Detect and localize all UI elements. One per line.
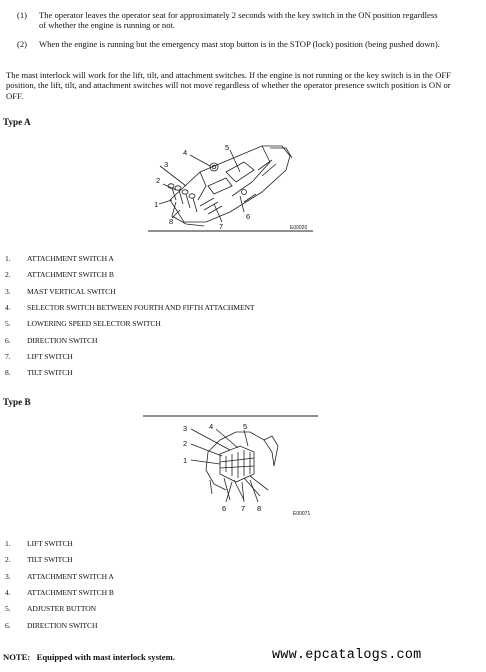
type-a-figure-code: E00020	[290, 225, 308, 231]
type-b-callout-4: 4	[209, 422, 214, 431]
type-a-item-number: 2.	[5, 270, 11, 279]
type-a-item-number: 1.	[5, 254, 11, 263]
type-b-item-number: 5.	[5, 604, 11, 613]
type-b-item-number: 6.	[5, 621, 11, 630]
type-a-callout-3: 3	[164, 160, 169, 169]
condition-2-number: (2)	[17, 39, 28, 49]
type-b-callout-1: 1	[183, 456, 188, 465]
type-b-callout-3: 3	[183, 424, 188, 433]
watermark: www.epcatalogs.com	[272, 648, 422, 663]
type-a-item-label: LIFT SWITCH	[27, 352, 73, 361]
type-a-item-number: 4.	[5, 303, 11, 312]
type-a-item-number: 5.	[5, 319, 11, 328]
type-a-item-label: MAST VERTICAL SWITCH	[27, 287, 116, 296]
type-b-item-label: ATTACHMENT SWITCH A	[27, 572, 114, 581]
condition-1-text: The operator leaves the operator seat for approximately 2 seconds with the key switch in the ON position regardless of whether the engine is running or not.	[39, 10, 438, 31]
type-b-heading: Type B	[3, 397, 31, 407]
type-a-item-label: TILT SWITCH	[27, 368, 73, 377]
type-a-item-number: 6.	[5, 336, 11, 345]
type-b-item-label: LIFT SWITCH	[27, 539, 73, 548]
type-a-callout-1: 1	[154, 200, 159, 209]
type-a-item-label: ATTACHMENT SWITCH A	[27, 254, 114, 263]
type-b-callout-6: 6	[222, 504, 227, 513]
condition-2-text: When the engine is running but the emergency mast stop button is in the STOP (lock) position (being pushed down).	[39, 39, 440, 49]
type-a-heading: Type A	[3, 117, 31, 127]
note-label: NOTE:	[3, 652, 31, 662]
note	[3, 652, 175, 662]
type-b-callout-7: 7	[241, 504, 246, 513]
type-b-item-label: TILT SWITCH	[27, 555, 73, 564]
type-b-item-number: 3.	[5, 572, 11, 581]
type-a-callout-5: 5	[225, 143, 230, 152]
type-a-item-label: DIRECTION SWITCH	[27, 336, 98, 345]
type-b-item-label: ADJUSTER BUTTON	[27, 604, 97, 613]
type-b-item-label: DIRECTION SWITCH	[27, 621, 98, 630]
type-a-item-number: 7.	[5, 352, 11, 361]
type-a-callout-2: 2	[156, 176, 161, 185]
condition-1-number: (1)	[17, 10, 28, 20]
type-a-item-number: 8.	[5, 368, 11, 377]
type-b-figure-code: E00071	[293, 511, 311, 517]
type-a-callout-6: 6	[246, 212, 251, 221]
type-b-item-number: 4.	[5, 588, 11, 597]
type-a-callout-7: 7	[219, 222, 224, 231]
type-b-callout-8: 8	[257, 504, 262, 513]
interlock-paragraph: The mast interlock will work for the lift, tilt, and attachment switches. If the engine is not running or the key switch is in the OFF position, the lift, tilt, and attachment switches will not move regardless of whether the operator presence switch position is ON or OFF.	[6, 70, 451, 101]
note-text: Equipped with mast interlock system.	[36, 652, 175, 662]
type-b-item-number: 1.	[5, 539, 11, 548]
type-b-item-label: ATTACHMENT SWITCH B	[27, 588, 114, 597]
type-b-callout-2: 2	[183, 439, 188, 448]
type-b-callout-5: 5	[243, 422, 248, 431]
type-a-callout-4: 4	[183, 148, 188, 157]
type-a-item-label: LOWERING SPEED SELECTOR SWITCH	[27, 319, 161, 328]
type-b-item-number: 2.	[5, 555, 11, 564]
type-a-item-label: SELECTOR SWITCH BETWEEN FOURTH AND FIFTH ATTACHMENT	[27, 303, 255, 312]
type-a-item-number: 3.	[5, 287, 11, 296]
type-a-item-label: ATTACHMENT SWITCH B	[27, 270, 114, 279]
type-a-callout-8: 8	[169, 217, 174, 226]
